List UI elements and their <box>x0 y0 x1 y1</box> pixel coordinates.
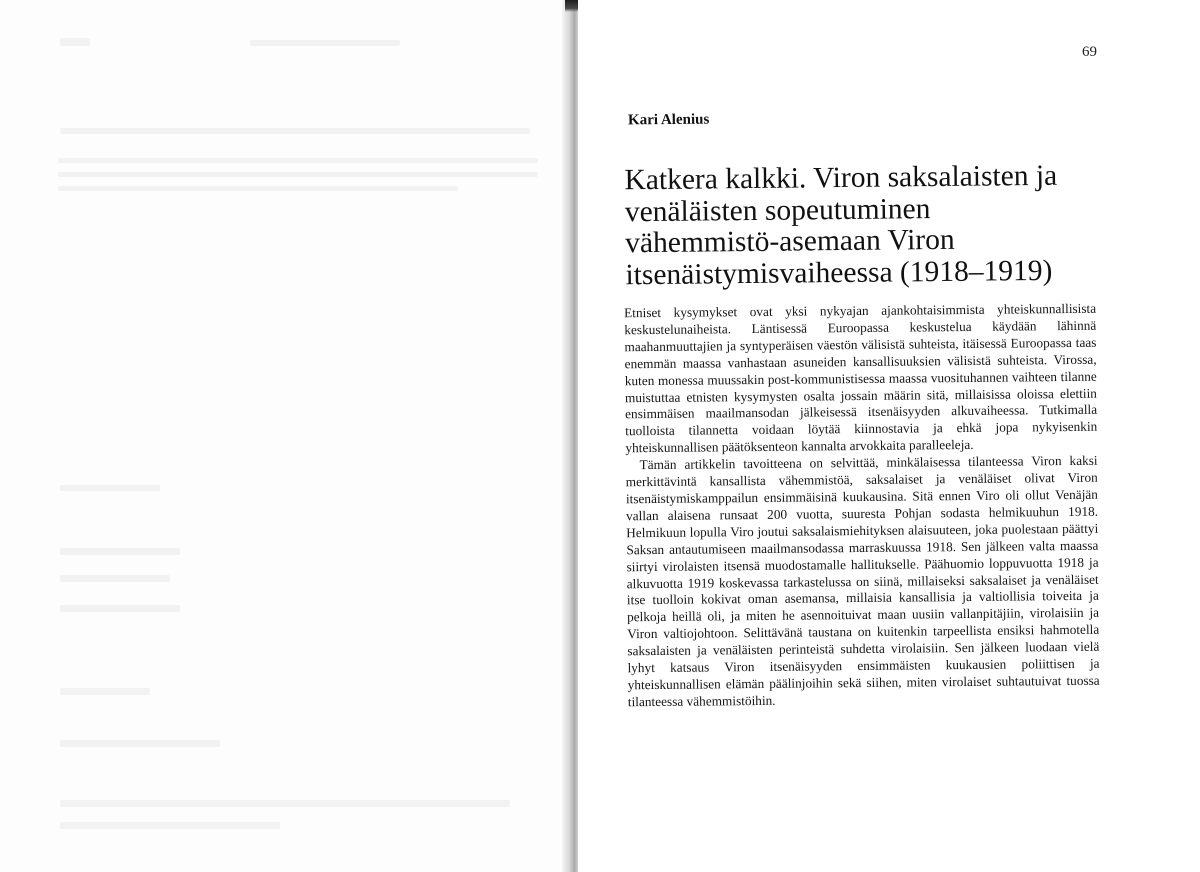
left-page-show-through <box>0 0 568 872</box>
show-through-line <box>58 158 538 163</box>
show-through-line <box>60 740 220 747</box>
author-name: Kari Alenius <box>627 111 710 129</box>
show-through-line <box>60 800 510 807</box>
article-body <box>624 301 1100 711</box>
show-through-line <box>60 575 170 582</box>
body-paragraph: Tämän artikkelin tavoitteena on selvittää, minkälaisessa tilanteessa Viron kaksi merkittävintä kansallista vähemmistöä, saksalaiset ja venäläiset olivat Viron itsenäistymiskamppailun ensimmäisinä kuukausina. Sitä ennen Viro oli ollut Venäjän vallan alaisena runsaat 200 vuotta, suuresta Pohjan sodasta helmikuuhun 1918. Helmikuun lopulla Viro joutui saksalaismiehityksen alaisuuteen, joka puolestaan päättyi Saksan antautumiseen maailmansodassa marraskuussa 1918. Sen jälkeen valta maassa siirtyi virolaisten itsensä muodostamalle hallitukselle. Päähuomio loppuvuotta 1918 ja alkuvuotta 1919 koskevassa tarkastelussa on siinä, millaiseksi saksalaiset ja venäläiset itse tuolloin kokivat oman asemansa, millaisia kansallisia ja valtiollisia toiveita ja pelkoja heillä oli, ja miten he asennoituivat maan uusiin vallanpitäjiin, virolaisiin ja Viron valtiojohtoon. Selittävänä taustana on kuitenkin tarpeellista ensiksi hahmotella saksalaisten ja venäläisten perinteistä suhdetta virolaisiin. Sen jälkeen luodaan vielä lyhyt katsaus Viron itsenäisyyden ensimmäisten kuukausien poliittisen ja yhteiskunnallisen elämän päälinjoihin sekä siihen, miten virolaiset suhtautuivat tuossa tilanteessa vähemmistöihin. <box>625 452 1100 710</box>
show-through-line <box>60 485 160 491</box>
show-through-line <box>60 128 530 134</box>
page-number: 69 <box>1082 44 1097 60</box>
show-through-line <box>60 688 150 695</box>
show-through-line <box>60 38 90 46</box>
body-paragraph: Etniset kysymykset ovat yksi nykyajan ajankohtaisimmista yhteiskunnallisista keskustelunaiheista. Läntisessä Euroopassa keskustelua käydään lähinnä maahanmuuttajien ja syntyperäisen väestön välisistä suhteista, itäisessä Euroopassa taas enemmän maassa vanhastaan asuneiden kansallisuuksien välisistä suhteista. Virossa, kuten monessa muussakin post-kommunistisessa maassa vuosituhannen vaihteen tilanne muistuttaa etnisten kysymysten osalta jossain määrin sitä, millaisissa oloissa elettiin ensimmäisen maailmansodan jälkeisessä itsenäisyyden alkuvaiheessa. Tutkimalla tuolloista tilannetta voidaan löytää kiinnostavia ja ehkä jopa nykyisenkin yhteiskunnallisen päätöksenteon kannalta arvokkaita paralleeleja. <box>624 300 1098 456</box>
show-through-line <box>60 822 280 829</box>
article-title: Katkera kalkki. Viron saksalaisten ja venäläisten sopeutuminen vähemmistö-asemaan Viron itsenäistymisvaiheessa (1918–1919) <box>624 159 1058 291</box>
show-through-line <box>58 172 538 177</box>
show-through-line <box>58 186 458 191</box>
show-through-line <box>60 605 180 612</box>
show-through-line <box>250 40 400 46</box>
show-through-line <box>60 548 180 555</box>
